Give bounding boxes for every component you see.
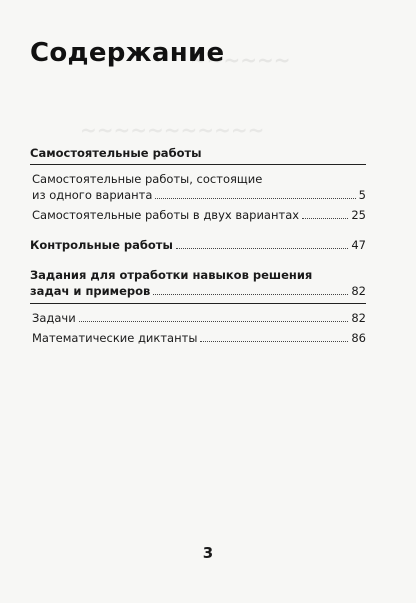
page-title: Содержание bbox=[30, 38, 225, 68]
dot-leader bbox=[302, 218, 348, 219]
toc-entry-text: Самостоятельные работы, состоящие bbox=[32, 172, 263, 186]
toc-section-heading: задач и примеров bbox=[30, 284, 151, 298]
dot-leader bbox=[176, 248, 348, 249]
toc-entry[interactable] bbox=[30, 310, 366, 326]
toc-entry-text: Самостоятельные работы в двух вариантах bbox=[32, 208, 300, 222]
toc-entry[interactable] bbox=[30, 187, 366, 203]
page-number: 3 bbox=[202, 544, 214, 562]
toc-page-number: 5 bbox=[358, 188, 366, 202]
table-of-contents bbox=[30, 145, 366, 346]
toc-entry-text: Математические диктанты bbox=[32, 331, 198, 345]
toc-entry[interactable] bbox=[30, 330, 366, 346]
toc-page-number: 25 bbox=[351, 208, 366, 222]
toc-section-heading: Задания для отработки навыков решения bbox=[30, 268, 313, 282]
section-divider bbox=[30, 164, 366, 165]
toc-page-number: 86 bbox=[351, 331, 366, 345]
bleed-through-decoration: ~~~~~~~~~~~ bbox=[80, 118, 265, 142]
section-divider bbox=[30, 303, 366, 304]
toc-section-heading: Контрольные работы bbox=[30, 238, 173, 252]
toc-section-heading: Самостоятельные работы bbox=[30, 146, 202, 160]
toc-page-number: 82 bbox=[351, 284, 366, 298]
toc-entry-text: из одного варианта bbox=[32, 188, 153, 202]
toc-entry-text: Задачи bbox=[32, 311, 76, 325]
toc-page-number: 82 bbox=[351, 311, 366, 325]
dot-leader bbox=[200, 341, 348, 342]
bleed-through-decoration: ~~~~~~ bbox=[190, 48, 291, 72]
toc-entry[interactable] bbox=[30, 237, 366, 253]
dot-leader bbox=[153, 294, 348, 295]
toc-page-number: 47 bbox=[351, 238, 366, 252]
toc-entry[interactable] bbox=[30, 207, 366, 223]
dot-leader bbox=[79, 321, 349, 322]
toc-entry[interactable] bbox=[30, 283, 366, 299]
dot-leader bbox=[155, 198, 355, 199]
